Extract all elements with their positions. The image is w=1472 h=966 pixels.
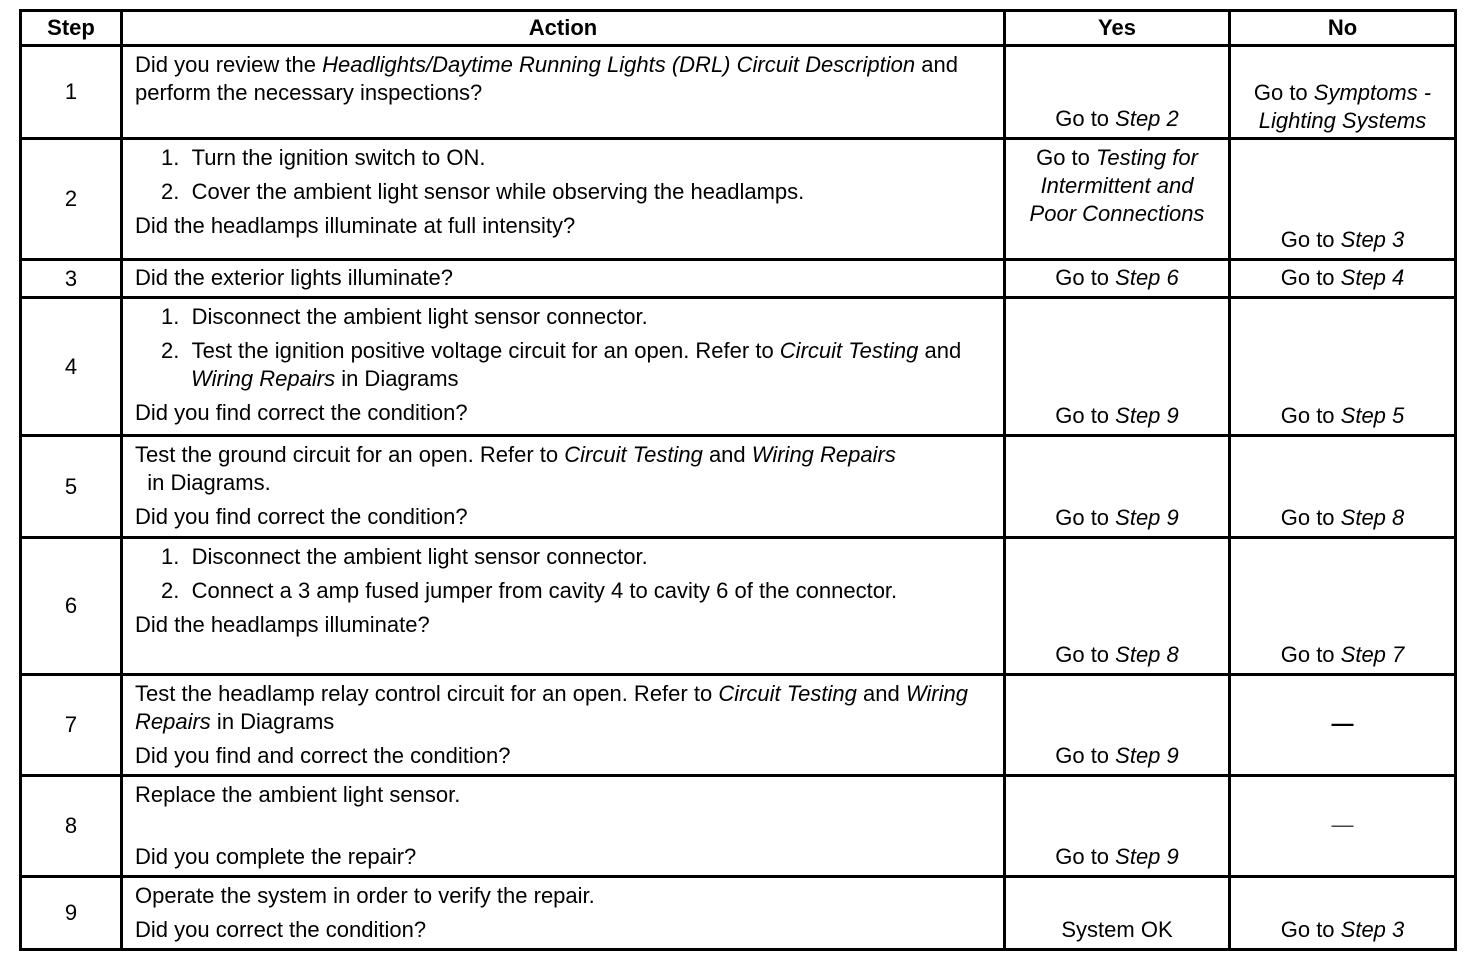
table-row — [21, 260, 1456, 298]
step-number: 6 — [21, 538, 122, 675]
no-text: Go to — [1253, 80, 1314, 105]
action-question: Did the headlamps illuminate? — [135, 612, 430, 637]
table-row — [21, 298, 1456, 436]
action-question: Did you find correct the condition? — [135, 504, 468, 529]
action-text: Replace the ambient light sensor. — [135, 782, 461, 807]
no-text: Go to — [1280, 505, 1341, 530]
yes-cell — [1005, 436, 1230, 538]
yes-reference: Testing for Intermittent and Poor Connections — [1029, 145, 1205, 226]
yes-cell — [1005, 46, 1230, 139]
action-list-item: 2. Test the ignition positive voltage circuit for an open. Refer to Circuit Testing and Wiring Repairs in Diagrams — [161, 338, 962, 391]
action-text: Did you review the — [135, 52, 323, 77]
no-cell — [1230, 46, 1456, 139]
yes-text: Go to — [1055, 642, 1116, 667]
action-list-item: 1. Disconnect the ambient light sensor connector. — [161, 304, 648, 329]
no-cell — [1230, 436, 1456, 538]
yes-text: System OK — [1061, 917, 1173, 942]
yes-text: Go to — [1055, 106, 1116, 131]
yes-reference: Step 9 — [1115, 844, 1179, 869]
yes-text: Go to — [1055, 743, 1116, 768]
action-question: Did you find and correct the condition? — [135, 743, 511, 768]
step-number: 7 — [21, 675, 122, 776]
no-text: Go to — [1280, 403, 1341, 428]
no-cell — [1230, 260, 1456, 298]
action-cell — [122, 776, 1005, 877]
action-question: Did you find correct the condition? — [135, 400, 468, 425]
step-number: 2 — [21, 139, 122, 260]
no-reference: Step 5 — [1340, 403, 1405, 428]
step-number: 9 — [21, 877, 122, 950]
table-row — [21, 675, 1456, 776]
yes-text: Go to — [1055, 403, 1116, 428]
header-row — [21, 11, 1456, 46]
no-cell — [1230, 538, 1456, 675]
no-reference: Symptoms - Lighting Systems — [1258, 80, 1432, 133]
no-reference: Step 7 — [1340, 642, 1405, 667]
action-cell — [122, 436, 1005, 538]
no-cell — [1230, 139, 1456, 260]
action-text: and perform the necessary inspections? — [135, 52, 958, 105]
action-list-item: 1. Disconnect the ambient light sensor connector. — [161, 544, 648, 569]
no-cell — [1230, 675, 1456, 776]
yes-text: Go to — [1055, 264, 1116, 290]
no-reference: Step 4 — [1340, 264, 1405, 290]
action-cell — [122, 675, 1005, 776]
action-list-item: 2. Connect a 3 amp fused jumper from cavity 4 to cavity 6 of the connector. — [161, 578, 898, 603]
action-list-item: 2. Cover the ambient light sensor while observing the headlamps. — [161, 179, 805, 204]
step-number: 4 — [21, 298, 122, 436]
table-row — [21, 139, 1456, 260]
step-number: 1 — [21, 46, 122, 139]
no-reference: Step 3 — [1340, 227, 1405, 252]
header-action: Action — [122, 11, 1005, 46]
yes-cell — [1005, 877, 1230, 950]
yes-cell — [1005, 139, 1230, 260]
header-yes: Yes — [1005, 11, 1230, 46]
no-reference: Step 3 — [1340, 917, 1405, 942]
yes-reference: Step 8 — [1115, 642, 1179, 667]
action-cell — [122, 298, 1005, 436]
action-text: Test the ground circuit for an open. Refer to Circuit Testing and Wiring Repairs in Diagrams. — [135, 442, 896, 495]
action-cell — [122, 538, 1005, 675]
no-cell — [1230, 776, 1456, 877]
header-no: No — [1230, 11, 1456, 46]
yes-reference: Step 6 — [1115, 264, 1179, 290]
table-row — [21, 46, 1456, 139]
no-cell — [1230, 877, 1456, 950]
table-row — [21, 436, 1456, 538]
yes-cell — [1005, 260, 1230, 298]
dash-mark: — — [1331, 812, 1354, 837]
table-row — [21, 538, 1456, 675]
yes-cell — [1005, 776, 1230, 877]
action-question: Did the headlamps illuminate at full intensity? — [135, 213, 576, 238]
yes-text: Go to — [1036, 145, 1096, 170]
table-row — [21, 776, 1456, 877]
no-text: Go to — [1280, 642, 1341, 667]
action-cell — [122, 139, 1005, 260]
yes-text: Go to — [1055, 844, 1116, 869]
action-text: Test the headlamp relay control circuit for an open. Refer to Circuit Testing and Wiring Repairs in Diagrams — [135, 681, 968, 734]
action-cell — [122, 260, 1005, 298]
yes-cell — [1005, 298, 1230, 436]
yes-reference: Step 9 — [1115, 743, 1179, 768]
action-question: Did the exterior lights illuminate? — [135, 265, 453, 290]
dash-mark: — — [1331, 711, 1354, 736]
step-number: 5 — [21, 436, 122, 538]
yes-reference: Step 9 — [1115, 505, 1179, 530]
no-text: Go to — [1280, 264, 1341, 290]
yes-text: Go to — [1055, 505, 1116, 530]
no-text: Go to — [1280, 227, 1341, 252]
no-text: Go to — [1280, 917, 1341, 942]
no-cell — [1230, 298, 1456, 436]
action-question: Did you correct the condition? — [135, 917, 427, 942]
table-row — [21, 877, 1456, 950]
action-question: Did you complete the repair? — [135, 844, 417, 869]
step-number: 8 — [21, 776, 122, 877]
yes-cell — [1005, 538, 1230, 675]
diagnostic-table — [19, 9, 1457, 951]
yes-reference: Step 2 — [1115, 106, 1179, 131]
action-list-item: 1. Turn the ignition switch to ON. — [161, 145, 486, 170]
action-reference: Headlights/Daytime Running Lights (DRL) Circuit Description — [322, 52, 916, 77]
yes-reference: Step 9 — [1115, 403, 1179, 428]
yes-cell — [1005, 675, 1230, 776]
step-number: 3 — [21, 260, 122, 298]
action-text: Operate the system in order to verify the repair. — [135, 883, 595, 908]
no-reference: Step 8 — [1340, 505, 1405, 530]
action-cell — [122, 877, 1005, 950]
header-step: Step — [21, 11, 122, 46]
action-cell — [122, 46, 1005, 139]
